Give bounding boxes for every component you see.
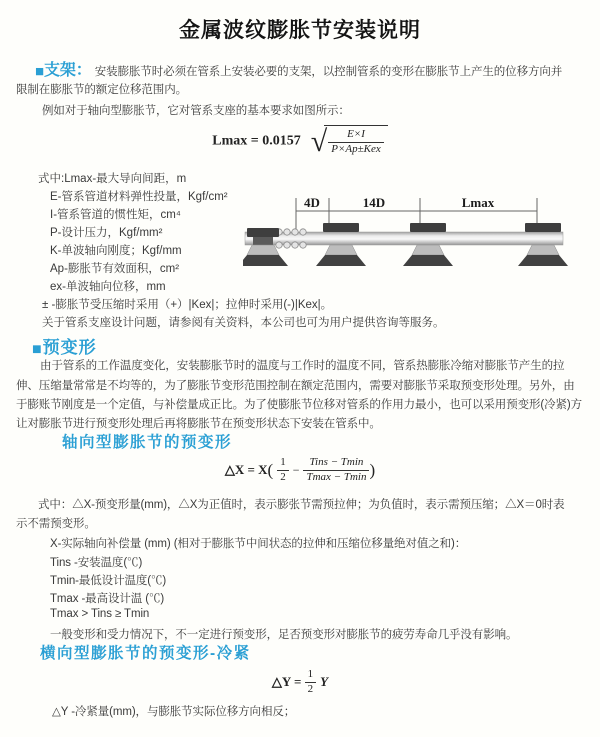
section-square-icon: ■: [35, 63, 44, 80]
dim-label-lmax: Lmax: [461, 195, 495, 210]
section-square-icon: ■: [32, 341, 43, 358]
pm-note: ± -膨胀节受压缩时采用（+）|Kex|；拉伸时采用(-)|Kex|。: [42, 299, 333, 311]
minus-sign: −: [292, 462, 300, 477]
page-title: 金属波纹膨胀节安装说明: [179, 19, 421, 42]
definition-item: Ap-膨胀节有效面积，cm²: [50, 263, 180, 275]
definition-item: K-单波轴向刚度；Kgf/mm: [50, 245, 182, 257]
pipe-support-diagram: [243, 192, 595, 299]
axial-shizhong-line1: 式中：△X-预变形量(mm)，△X为正值时，表示膨张节需预拉伸；为负值时，表示需预压缩；△X＝0时表: [38, 499, 565, 511]
lateral-note: △Y -冷紧量(mm)，与膨胀节实际位移方向相反；: [52, 706, 296, 718]
half-num: 1: [280, 456, 286, 468]
lmax-numerator: E×I: [347, 128, 365, 140]
definition-item: I-管系管道的惯性矩，cm⁴: [50, 209, 181, 221]
lmax-denominator: P×Ap±Kex: [328, 142, 384, 157]
lmax-formula: [0, 125, 600, 157]
axial-formula: [0, 456, 600, 485]
lateral-formula: [0, 668, 600, 697]
temp-num: Tins − Tmin: [309, 456, 364, 468]
half-den: 2: [305, 682, 317, 697]
dim-label-14d: 14D: [362, 195, 386, 210]
temperature-fraction: [303, 456, 369, 485]
support-section-heading: 支架：: [43, 62, 92, 79]
definition-item: P-设计压力，Kgf/mm²: [50, 227, 163, 239]
half-den: 2: [277, 470, 289, 485]
axial-def-line: 一般变形和受力情况下，不一定进行预变形，足否预变形对膨胀节的疲劳寿命几乎没有影响。: [50, 629, 518, 641]
support-text-line1: 安装膨胀节时必须在管系上安装必要的支架，以控制管系的变形在膨胀节上产生的位移方向并: [94, 66, 563, 78]
close-paren: ): [369, 460, 376, 480]
open-paren: (: [267, 460, 274, 480]
predeform-para-line1: 由于管系的工作温度变化，安装膨胀节时的温度与工作时的温度不同，管系热膨胀冷缩对膨胀节产生的拉: [40, 360, 565, 372]
temp-den: Tmax − Tmin: [303, 470, 369, 485]
axial-def-line: Tmax -最高设计温 (℃): [50, 593, 165, 605]
radical-sign-icon: √: [310, 125, 328, 159]
axial-formula-lhs: △X = X: [224, 461, 268, 477]
consult-note: 关于管系支座设计问题，请参阅有关资料，本公司也可为用户提供咨询等服务。: [42, 317, 445, 329]
definition-item: E-管系管道材料弹性投量，Kgf/cm²: [50, 191, 228, 203]
axial-def-line: X-实际轴向补偿量 (mm) (相对于膨胀节中间状态的拉伸和压缩位移量绝对值之和)：: [50, 538, 467, 550]
predeform-section-heading: [32, 333, 97, 359]
pipe-support-diagram-svg: [243, 192, 595, 294]
definitions-intro: 式中:Lmax-最大导向间距，m: [38, 173, 187, 185]
axial-def-line: Tmin-最低设计温度(℃): [50, 575, 167, 587]
predeform-para-line3: 于膨账节刚度是一个定值，与补偿量成正比。为了使膨胀节位移对管系的作用力最小，也可以采用预变形(冷紧)方: [16, 399, 583, 411]
axial-subheading: 轴向型膨胀节的预变形: [62, 434, 233, 451]
lmax-formula-lhs: Lmax = 0.0157: [212, 133, 301, 149]
predeform-para-line4: 让对膨胀节进行预变形处理后再将膨胀节在预变形状态下安装在管系中。: [16, 418, 381, 430]
support-text-line3: 例如对于轴向型膨胀节，它对管系支座的基本要求如图所示：: [42, 105, 350, 117]
half-fraction: [305, 668, 317, 697]
dim-label-4d: 4D: [304, 195, 320, 210]
axial-def-line: Tmax > Tins ≥ Tmin: [50, 608, 150, 620]
definition-item: ex-单波轴向位移，mm: [50, 281, 166, 293]
lateral-subheading: 横向型膨胀节的预变形-冷紧: [40, 645, 251, 662]
predeform-heading-label: 预变形: [42, 338, 97, 357]
sqrt-radical: [311, 125, 388, 157]
half-fraction: [277, 456, 289, 485]
lateral-formula-lhs: △Y =: [271, 673, 305, 689]
support-text-line2: 限制在膨胀节的额定位移范围内。: [16, 84, 187, 96]
axial-def-line: Tins -安装温度(℃): [50, 557, 143, 569]
axial-shizhong-line2: 示不需预变形。: [16, 518, 96, 530]
predeform-para-line2: 伸、压缩量常常是不均等的，为了膨胀节变形范围控制在额定范围内，需要对膨胀节采取预变形处理。另外，由: [16, 380, 575, 392]
support-section-lead: [35, 57, 562, 80]
half-num: 1: [307, 668, 314, 680]
lateral-formula-rhs: Y: [320, 673, 329, 689]
